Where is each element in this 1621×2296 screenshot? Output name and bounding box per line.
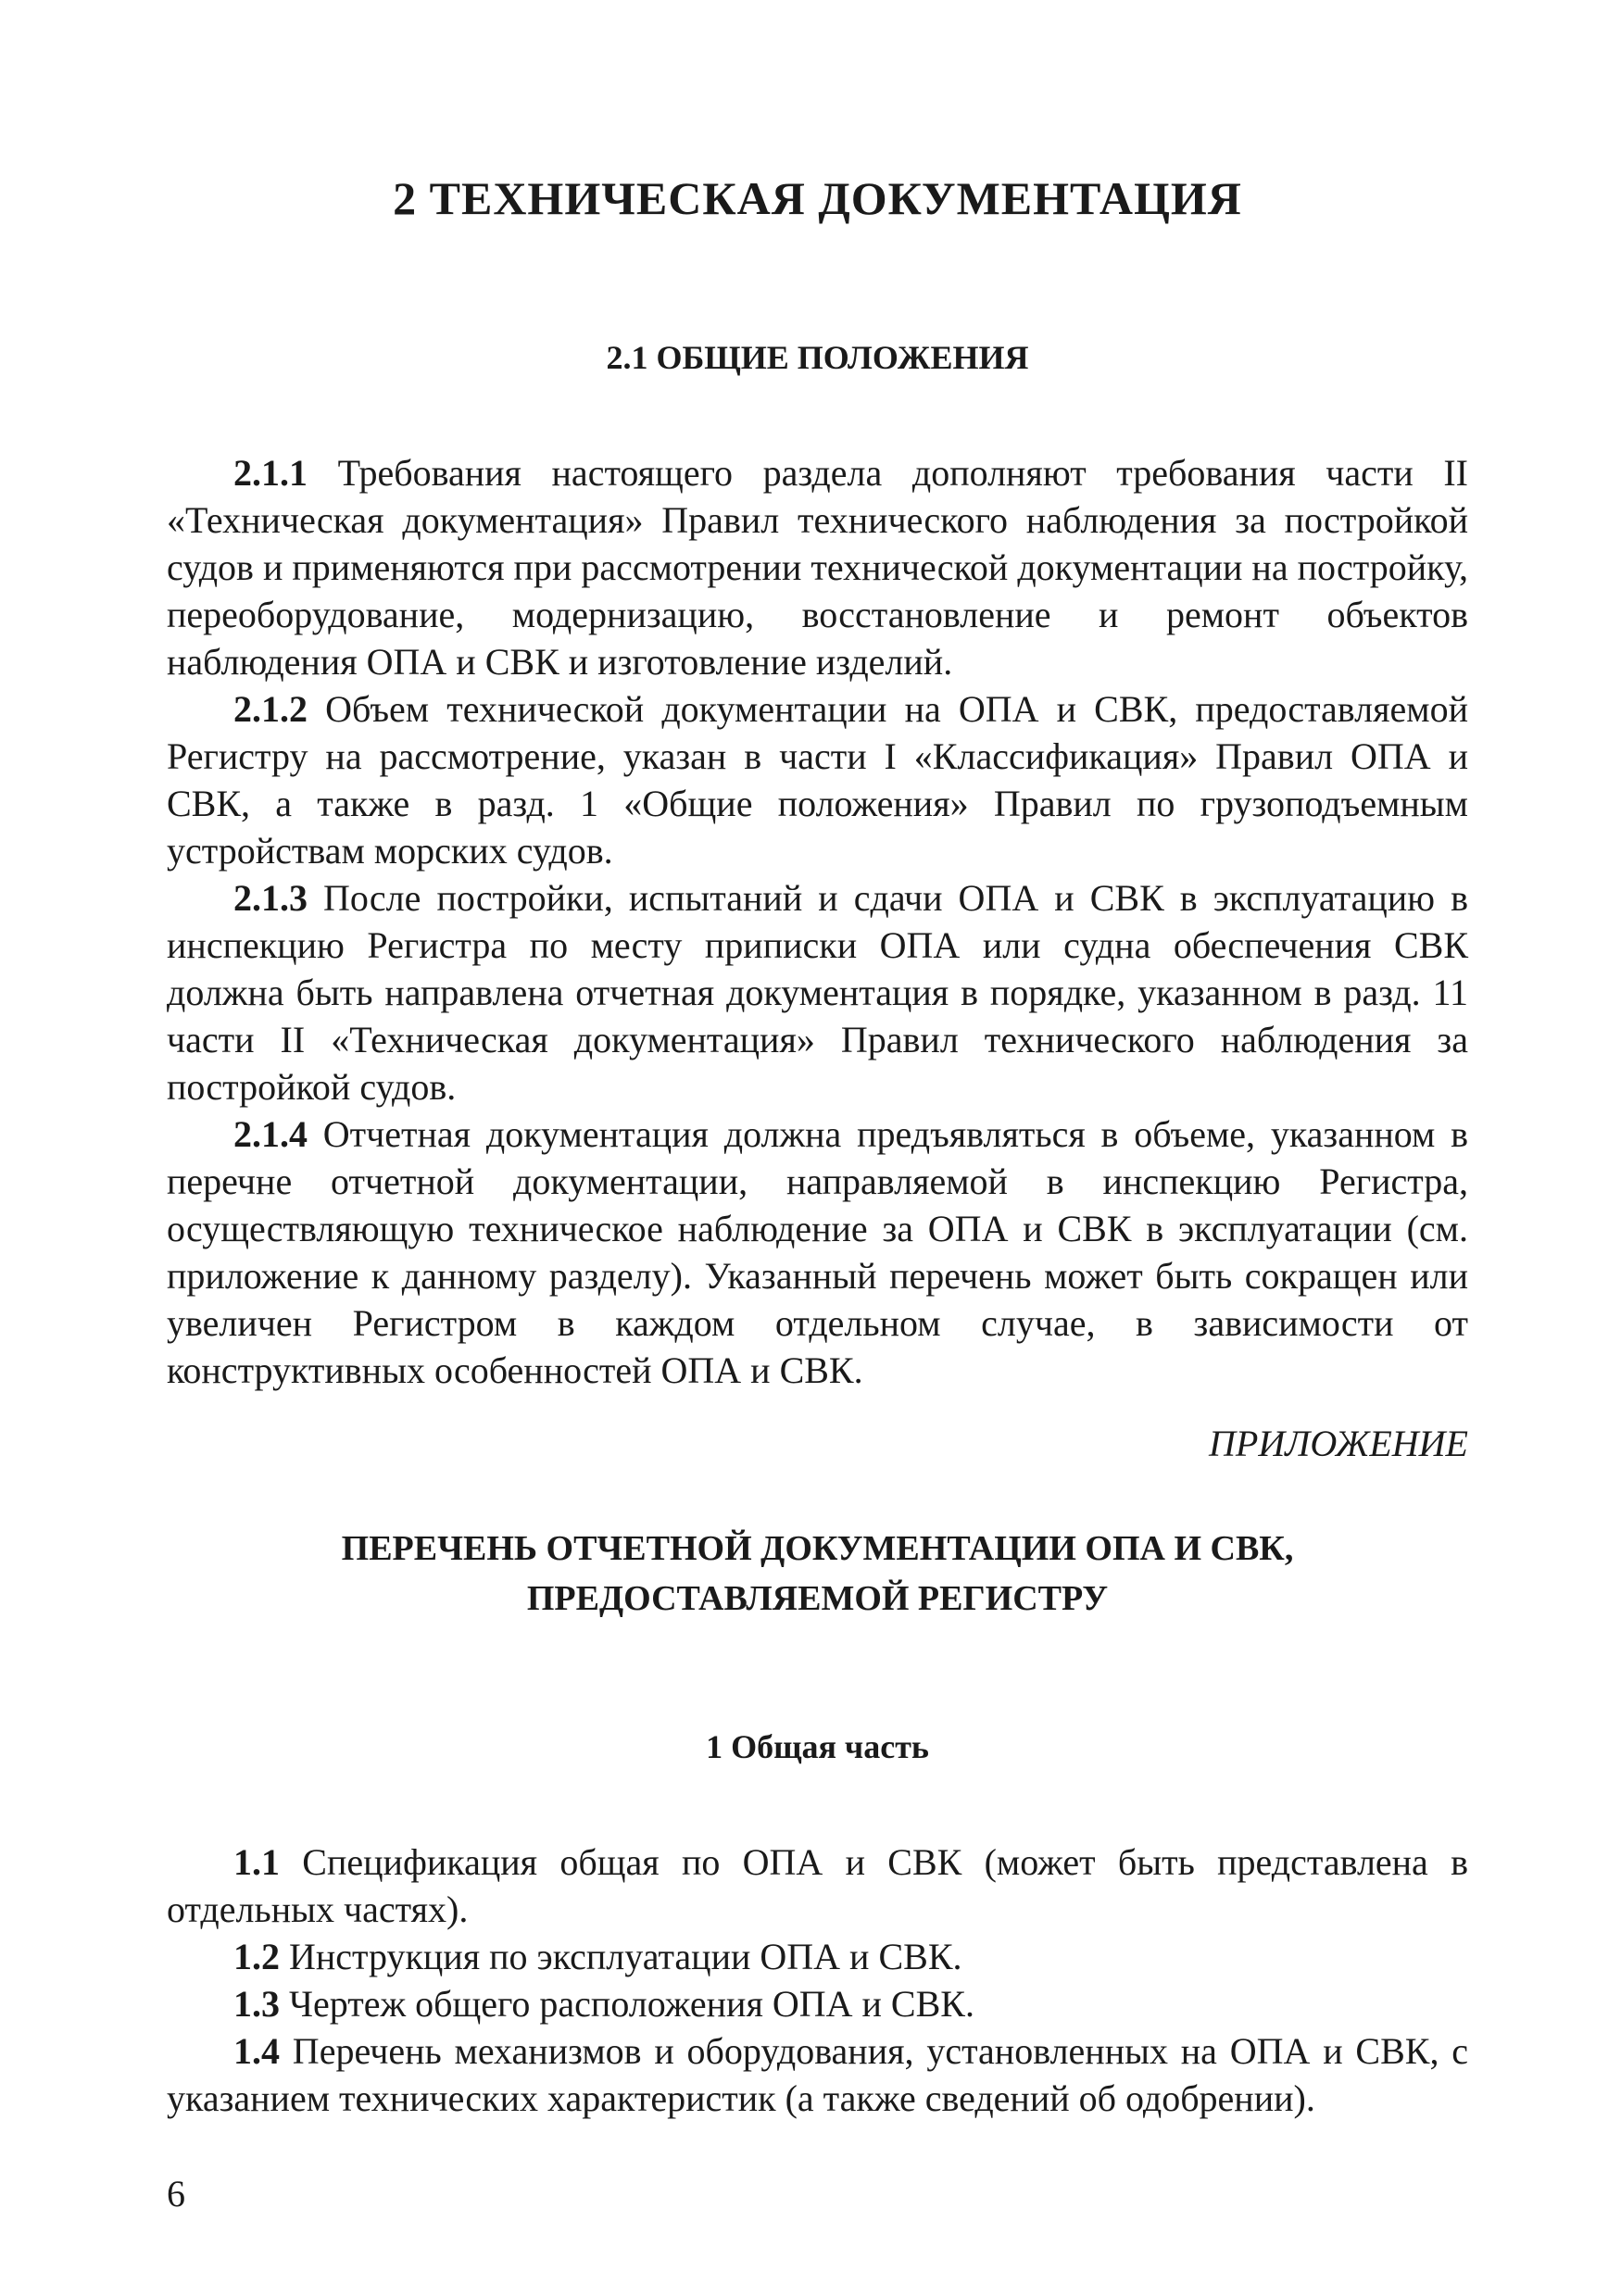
page-number: 6 [167,2173,185,2214]
item-number: 1.4 [233,2030,280,2072]
appendix-title-line-2: ПРЕДОСТАВЛЯЕМОЙ РЕГИСТРУ [526,1579,1109,1618]
section-body [167,449,1468,1394]
item-number: 1.2 [233,1936,280,1977]
list-item [167,2027,1468,2122]
item-text: Чертеж общего расположения ОПА и СВК. [280,1983,974,2025]
paragraph-number: 2.1.4 [233,1113,308,1155]
list-item [167,1838,1468,1933]
item-text: Инструкция по эксплуатации ОПА и СВК. [280,1936,962,1977]
paragraph-number: 2.1.1 [233,452,308,494]
chapter-title: 2 ТЕХНИЧЕСКАЯ ДОКУМЕНТАЦИЯ [393,172,1242,224]
section-title: 2.1 ОБЩИЕ ПОЛОЖЕНИЯ [606,339,1029,376]
item-number: 1.1 [233,1841,280,1883]
paragraph-2-1-2 [167,685,1468,874]
document-page [167,0,1468,2296]
list-item [167,1933,1468,1980]
paragraph-number: 2.1.2 [233,688,308,730]
appendix-list [167,1838,1468,2122]
item-text: Спецификация общая по ОПА и СВК (может быть представлена в отдельных частях). [167,1841,1468,1930]
paragraph-2-1-1 [167,449,1468,685]
paragraph-text: Требования настоящего раздела дополняют требования части II «Техническая документация» Правил технического наблюдения за постройкой судов и применяются при рассмотрении технической документации на постройку, переоборудование, модернизацию, восстановление и ремонт объектов наблюдения ОПА и СВК и изготовление изделий. [167,452,1468,683]
paragraph-text: После постройки, испытаний и сдачи ОПА и СВК в эксплуатацию в инспекцию Регистра по месту приписки ОПА или судна обеспечения СВК должна быть направлена отчетная документация в порядке, указанном в разд. 11 части II «Техническая документация» Правил технического наблюдения за постройкой судов. [167,877,1468,1108]
appendix-title [167,1524,1468,1624]
item-number: 1.3 [233,1983,280,2025]
paragraph-text: Отчетная документация должна предъявляться в объеме, указанном в перечне отчетной документации, направляемой в инспекцию Регистра, осуществляющую техническое наблюдение за ОПА и СВК в эксплуатации (см. приложение к данному разделу). Указанный перечень может быть сокращен или увеличен Регистром в каждом отдельном случае, в зависимости от конструктивных особенностей ОПА и СВК. [167,1113,1468,1391]
paragraph-number: 2.1.3 [233,877,308,919]
paragraph-2-1-4 [167,1110,1468,1394]
paragraph-text: Объем технической документации на ОПА и СВК, предоставляемой Регистру на рассмотрение, указан в части I «Классификация» Правил ОПА и СВК, а также в разд. 1 «Общие положения» Правил по грузоподъемным устройствам морских судов. [167,688,1468,872]
appendix-title-line-1: ПЕРЕЧЕНЬ ОТЧЕТНОЙ ДОКУМЕНТАЦИИ ОПА И СВК, [341,1529,1294,1568]
appendix-label: ПРИЛОЖЕНИЕ [1209,1423,1468,1464]
list-item [167,1980,1468,2027]
item-text: Перечень механизмов и оборудования, установленных на ОПА и СВК, с указанием технических характеристик (а также сведений об одобрении). [167,2030,1468,2119]
part-title: 1 Общая часть [706,1728,929,1765]
paragraph-2-1-3 [167,874,1468,1110]
